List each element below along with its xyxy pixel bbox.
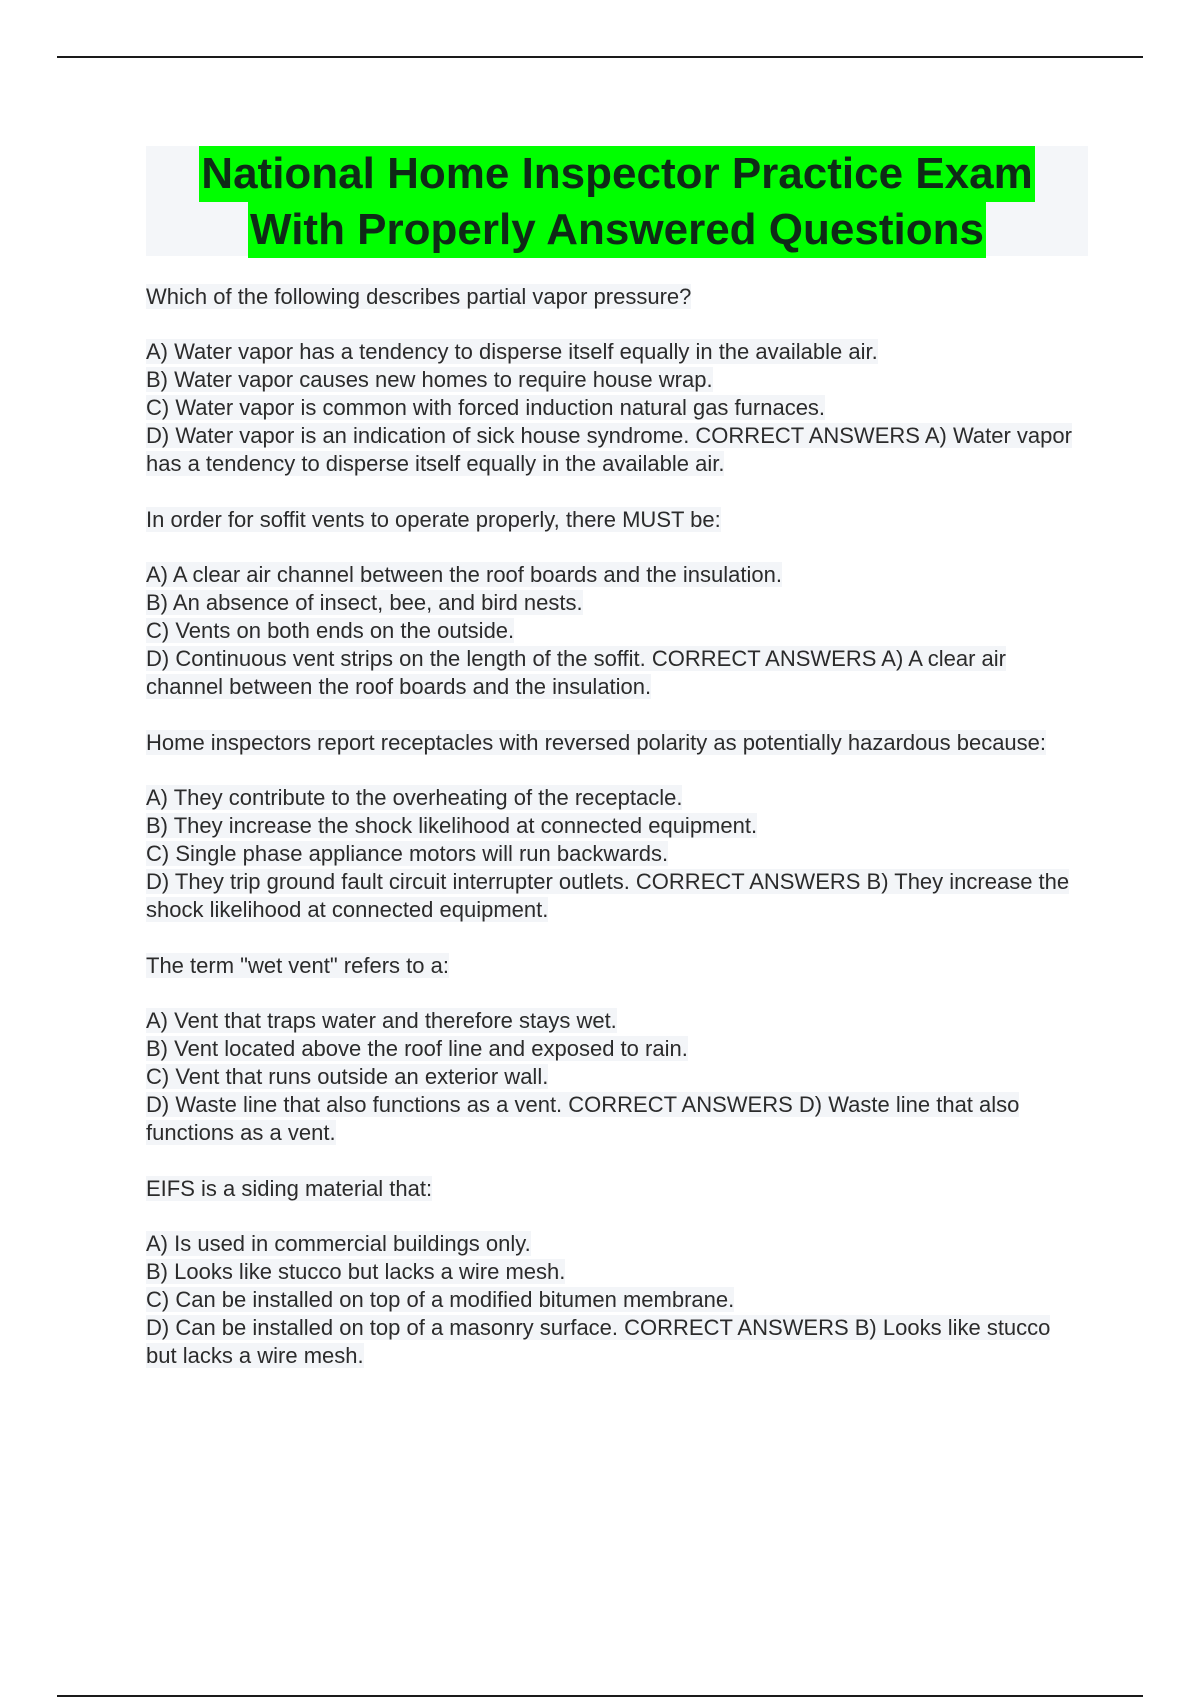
question-prompt: EIFS is a siding material that:: [146, 1176, 433, 1201]
document-title: [146, 146, 1088, 256]
answer-option: C) Vent that runs outside an exterior wall.: [146, 1064, 549, 1089]
question-1: [146, 283, 1086, 478]
question-4: [146, 952, 1086, 1147]
answer-option: A) A clear air channel between the roof boards and the insulation.: [146, 562, 782, 587]
answer-option: C) Can be installed on top of a modified bitumen membrane.: [146, 1287, 735, 1312]
questions-list: [146, 283, 1086, 1370]
answer-option: B) Vent located above the roof line and exposed to rain.: [146, 1036, 688, 1061]
answer-option: A) Water vapor has a tendency to disperse itself equally in the available air.: [146, 339, 878, 364]
question-3: [146, 729, 1086, 924]
answer-option-with-correct-answer: D) They trip ground fault circuit interrupter outlets. CORRECT ANSWERS B) They increase the shock likelihood at connected equipment.: [146, 869, 1070, 922]
question-prompt: Which of the following describes partial vapor pressure?: [146, 284, 692, 309]
question-prompt: In order for soffit vents to operate properly, there MUST be:: [146, 507, 721, 532]
footer-rule: [57, 1695, 1143, 1697]
answer-option-with-correct-answer: D) Water vapor is an indication of sick house syndrome. CORRECT ANSWERS A) Water vapor has a tendency to disperse itself equally in the available air.: [146, 423, 1072, 476]
answer-option-with-correct-answer: D) Continuous vent strips on the length of the soffit. CORRECT ANSWERS A) A clear air channel between the roof boards and the insulation.: [146, 646, 1007, 699]
answer-option: C) Water vapor is common with forced induction natural gas furnaces.: [146, 395, 826, 420]
answer-option: C) Vents on both ends on the outside.: [146, 618, 515, 643]
title-line-1: National Home Inspector Practice Exam: [199, 146, 1034, 202]
answer-option: A) They contribute to the overheating of the receptacle.: [146, 785, 683, 810]
title-line-2: With Properly Answered Questions: [248, 202, 986, 258]
answer-option: B) They increase the shock likelihood at connected equipment.: [146, 813, 758, 838]
answer-option: B) An absence of insect, bee, and bird nests.: [146, 590, 583, 615]
answer-option: A) Vent that traps water and therefore stays wet.: [146, 1008, 617, 1033]
answer-option-with-correct-answer: D) Can be installed on top of a masonry surface. CORRECT ANSWERS B) Looks like stucco but lacks a wire mesh.: [146, 1315, 1051, 1368]
question-2: [146, 506, 1086, 701]
question-prompt: Home inspectors report receptacles with reversed polarity as potentially hazardous because:: [146, 730, 1047, 755]
answer-option: C) Single phase appliance motors will run backwards.: [146, 841, 669, 866]
answer-option-with-correct-answer: D) Waste line that also functions as a vent. CORRECT ANSWERS D) Waste line that also functions as a vent.: [146, 1092, 1020, 1145]
answer-option: B) Looks like stucco but lacks a wire mesh.: [146, 1259, 566, 1284]
question-5: [146, 1175, 1086, 1370]
answer-option: A) Is used in commercial buildings only.: [146, 1231, 531, 1256]
question-prompt: The term "wet vent" refers to a:: [146, 953, 449, 978]
header-rule: [57, 56, 1143, 58]
answer-option: B) Water vapor causes new homes to require house wrap.: [146, 367, 713, 392]
